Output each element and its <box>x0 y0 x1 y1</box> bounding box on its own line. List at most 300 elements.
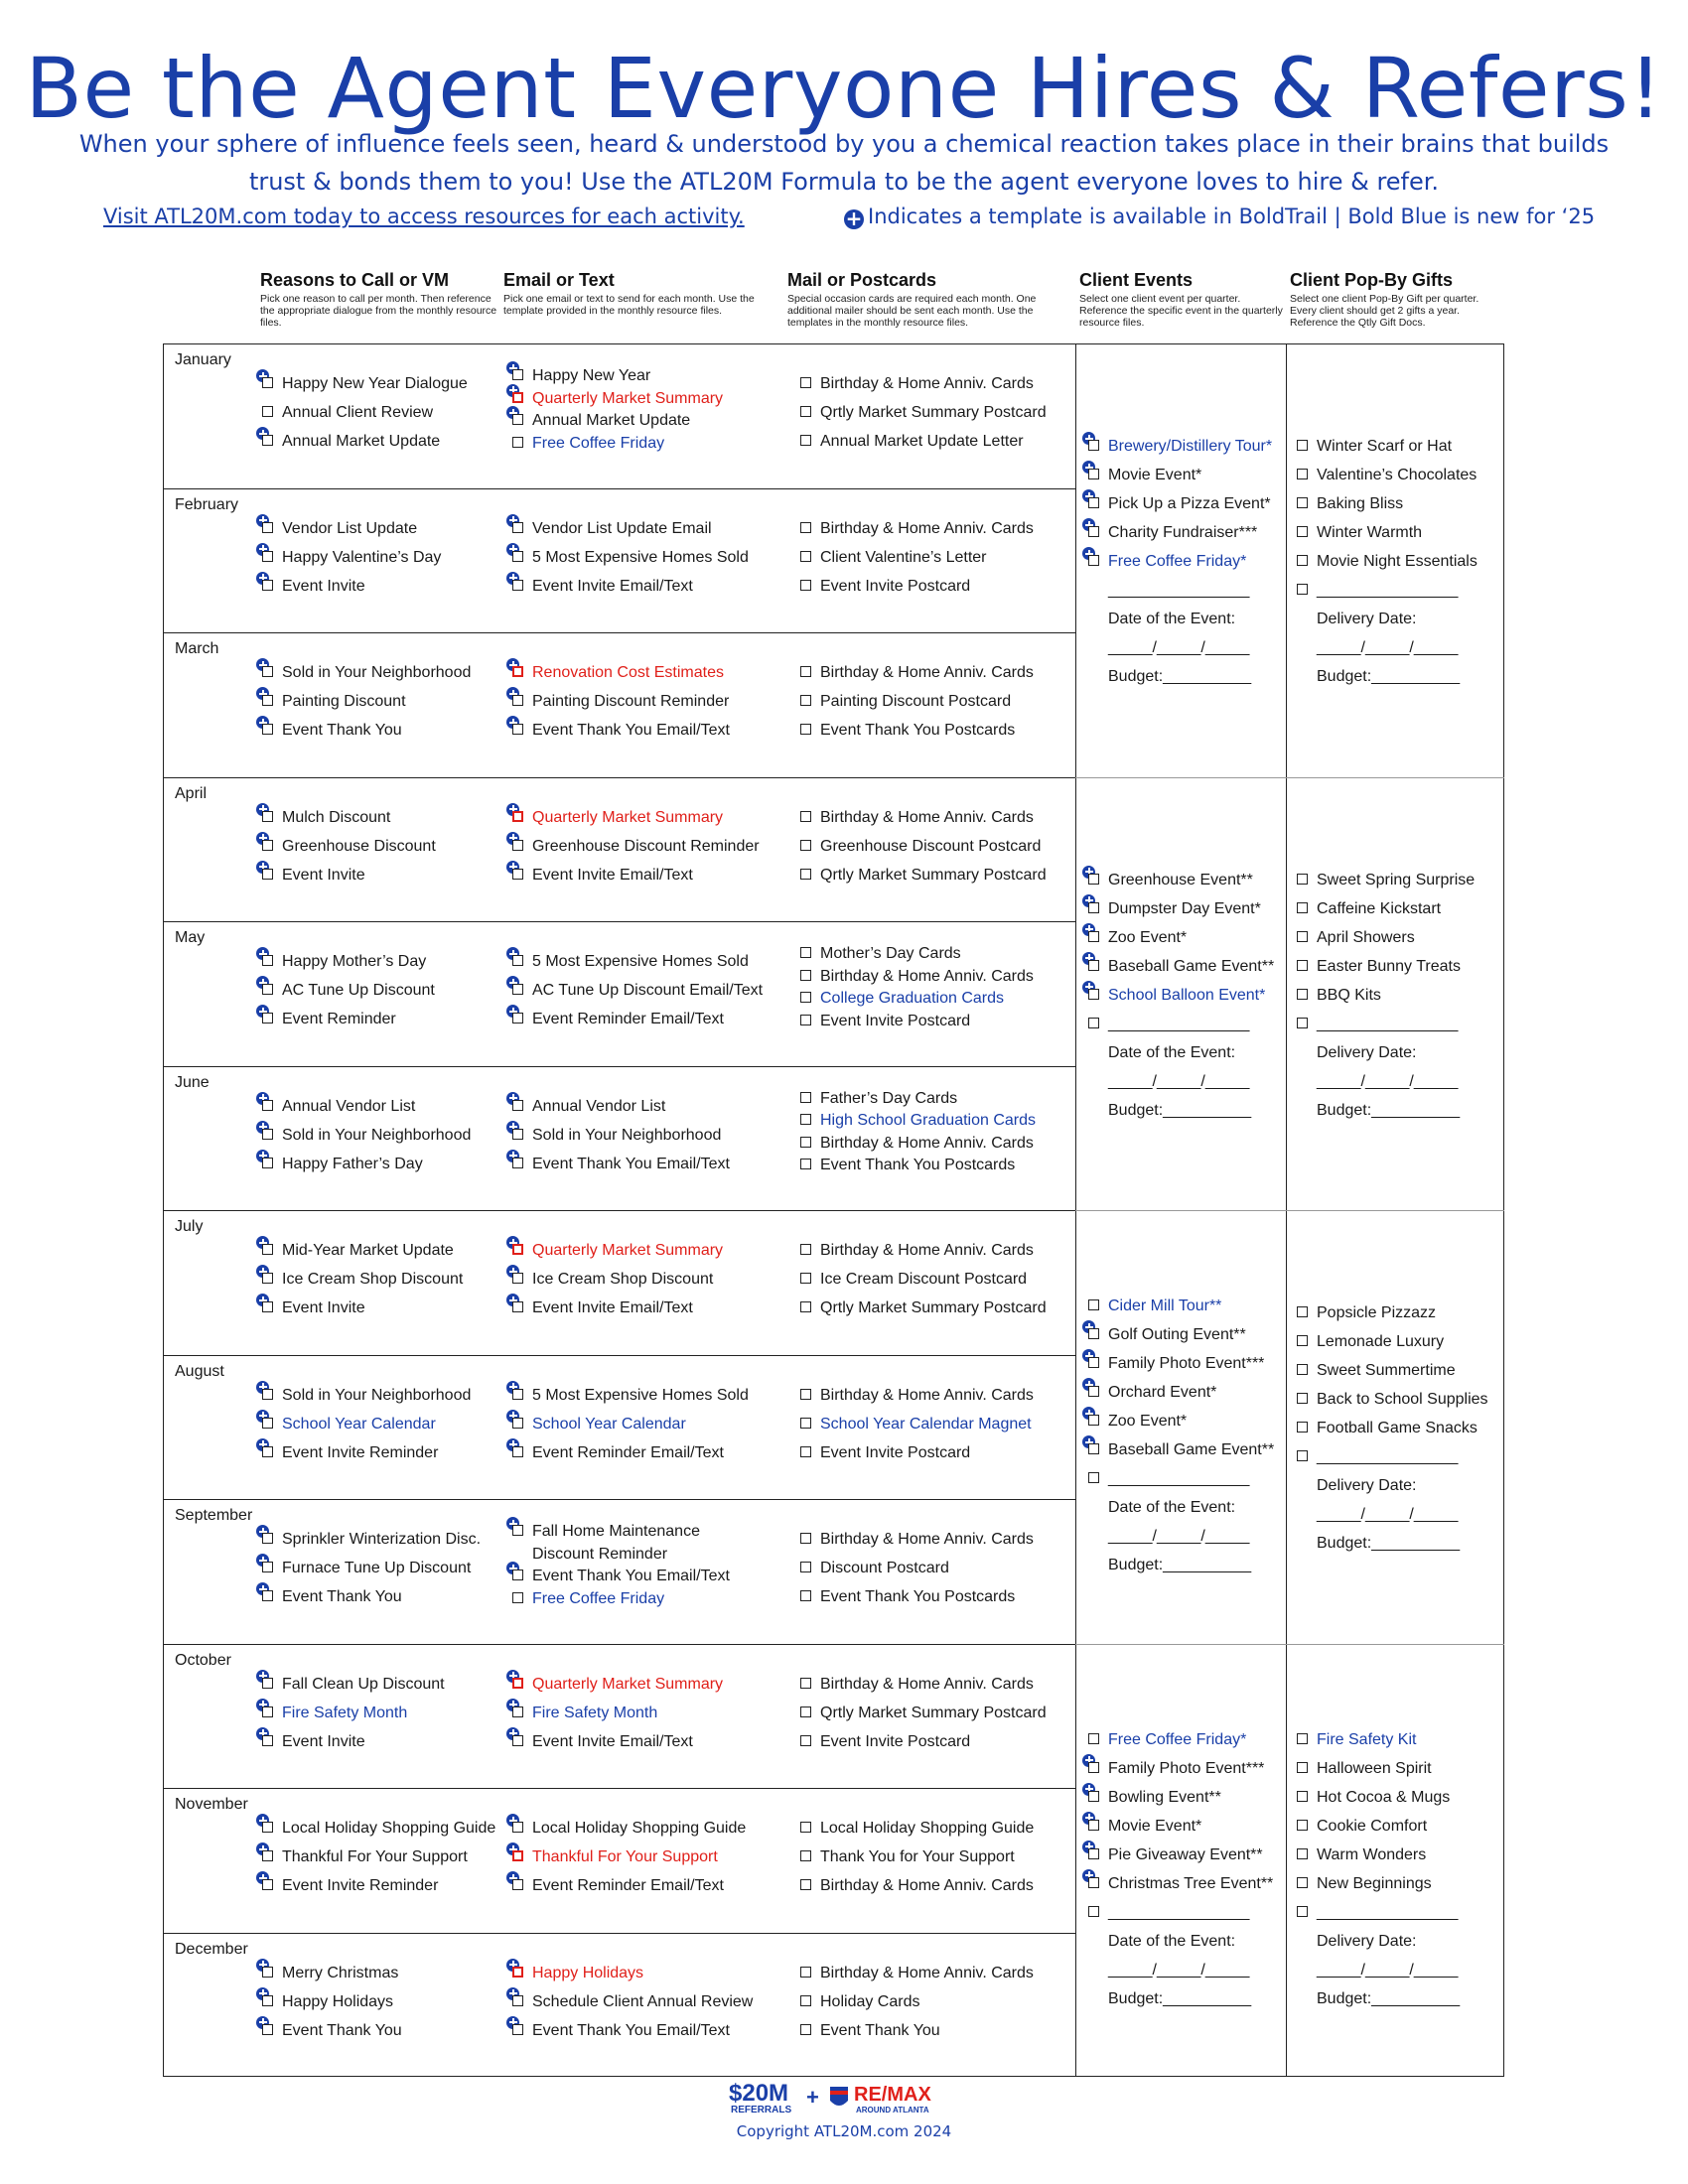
list-item: Local Holiday Shopping Guide <box>532 1820 747 1837</box>
list-item: Event Invite Postcard <box>820 1732 971 1750</box>
checkbox[interactable] <box>1297 1762 1308 1773</box>
checkbox[interactable] <box>800 1879 811 1890</box>
checkbox[interactable] <box>262 666 273 677</box>
checkbox[interactable] <box>1297 555 1308 566</box>
list-item: Local Holiday Shopping Guide <box>820 1820 1035 1837</box>
checkbox[interactable] <box>800 666 811 677</box>
list-item: Greenhouse Discount Reminder <box>532 837 760 855</box>
checkbox[interactable] <box>262 435 273 446</box>
checkbox[interactable] <box>1088 440 1099 451</box>
checkbox[interactable] <box>1297 1422 1308 1433</box>
list-item: Event Invite Email/Text <box>532 1732 693 1750</box>
checkbox[interactable] <box>800 522 811 533</box>
event-date-label: Date of the Event: <box>1108 1499 1236 1516</box>
list-item: Fall Clean Up Discount <box>282 1675 445 1693</box>
list-item: Warm Wonders <box>1317 1845 1427 1863</box>
month-label: February <box>175 495 239 513</box>
copyright: Copyright ATL20M.com 2024 <box>736 2122 952 2140</box>
checkbox[interactable] <box>1088 1791 1099 1802</box>
checkbox[interactable] <box>1297 1733 1308 1744</box>
checkbox[interactable] <box>1088 1472 1099 1483</box>
list-item: Movie Event* <box>1108 467 1202 483</box>
checkbox[interactable] <box>800 1301 811 1312</box>
checkbox[interactable] <box>512 1418 523 1429</box>
list-item: Valentine’s Chocolates <box>1317 467 1477 483</box>
list-item: Zoo Event* <box>1108 1413 1188 1430</box>
checkbox[interactable] <box>262 377 273 388</box>
checkbox[interactable] <box>512 1706 523 1717</box>
list-item: School Year Calendar <box>532 1415 686 1433</box>
checkbox[interactable] <box>800 1850 811 1861</box>
column-title: Client Pop-By Gifts <box>1290 270 1454 290</box>
checkbox[interactable] <box>512 1013 523 1024</box>
checkbox[interactable] <box>1088 1848 1099 1859</box>
checkbox[interactable] <box>800 1244 811 1255</box>
month-label: August <box>175 1362 224 1380</box>
checkbox[interactable] <box>1297 1364 1308 1375</box>
checkbox[interactable] <box>262 840 273 851</box>
list-item: Thankful For Your Support <box>532 1848 718 1865</box>
checkbox[interactable] <box>262 1013 273 1024</box>
checkbox[interactable] <box>1297 1450 1308 1461</box>
checkbox[interactable] <box>800 1159 811 1169</box>
list-item: Event Invite Reminder <box>282 1443 439 1461</box>
list-item: Fire Safety Kit <box>1317 1730 1417 1748</box>
checkbox[interactable] <box>262 1678 273 1689</box>
checkbox[interactable] <box>512 1446 523 1457</box>
checkbox[interactable] <box>262 1389 273 1400</box>
checkbox[interactable] <box>1088 1018 1099 1028</box>
list-item: Birthday & Home Anniv. Cards <box>820 375 1034 392</box>
checkbox[interactable] <box>512 1592 523 1603</box>
list-item: BBQ Kits <box>1317 986 1381 1004</box>
list-item: Client Valentine’s Letter <box>820 548 987 566</box>
checkbox[interactable] <box>512 1879 523 1890</box>
checkbox[interactable] <box>1088 989 1099 1000</box>
checkbox[interactable] <box>1297 1018 1308 1028</box>
checkbox[interactable] <box>1088 1443 1099 1454</box>
list-item: Hot Cocoa & Mugs <box>1317 1788 1451 1806</box>
list-item: Annual Market Update Letter <box>820 433 1024 450</box>
checkbox[interactable] <box>1297 526 1308 537</box>
checkbox[interactable] <box>512 1525 523 1536</box>
list-item: Free Coffee Friday <box>532 434 665 452</box>
checkbox[interactable] <box>800 724 811 735</box>
list-item: Halloween Spirit <box>1317 1759 1432 1777</box>
checkbox[interactable] <box>262 811 273 822</box>
checkbox[interactable] <box>800 1967 811 1978</box>
checkbox[interactable] <box>1088 874 1099 885</box>
list-item: Painting Discount Postcard <box>820 693 1012 710</box>
checkbox[interactable] <box>800 947 811 958</box>
checkbox[interactable] <box>800 1995 811 2006</box>
quarter-divider <box>1075 1210 1504 1211</box>
checkbox[interactable] <box>262 869 273 880</box>
checkbox[interactable] <box>512 1822 523 1833</box>
checkbox[interactable] <box>262 1158 273 1168</box>
checkbox[interactable] <box>512 1301 523 1312</box>
list-item: Ice Cream Discount Postcard <box>820 1271 1028 1288</box>
gift-date-label: Delivery Date: <box>1317 1043 1417 1061</box>
visit-link[interactable]: Visit ATL20M.com today to access resources for each activity. <box>103 205 745 228</box>
checkbox[interactable] <box>262 1995 273 2006</box>
list-item: 5 Most Expensive Homes Sold <box>532 953 749 970</box>
list-item: Quarterly Market Summary <box>532 1242 724 1259</box>
checkbox[interactable] <box>1088 497 1099 508</box>
list-item: Renovation Cost Estimates <box>532 664 724 681</box>
checkbox[interactable] <box>800 1533 811 1544</box>
gift-budget[interactable]: Budget:__________ <box>1317 1535 1461 1552</box>
checkbox[interactable] <box>512 2024 523 2035</box>
list-item: Back to School Supplies <box>1317 1391 1488 1408</box>
list-item: Local Holiday Shopping Guide <box>282 1820 496 1837</box>
checkbox[interactable] <box>1088 1357 1099 1368</box>
list-item: School Balloon Event* <box>1108 986 1266 1004</box>
checkbox[interactable] <box>1297 440 1308 451</box>
checkbox[interactable] <box>512 369 523 380</box>
list-item: Schedule Client Annual Review <box>532 1992 754 2010</box>
checkbox[interactable] <box>1088 1386 1099 1397</box>
month-divider <box>163 1933 1075 1934</box>
checkbox[interactable] <box>262 984 273 995</box>
checkbox[interactable] <box>800 840 811 851</box>
event-budget[interactable]: Budget:__________ <box>1108 1557 1252 1573</box>
checkbox[interactable] <box>800 1822 811 1833</box>
list-item: New Beginnings <box>1317 1874 1432 1892</box>
checkbox[interactable] <box>262 1446 273 1457</box>
checkbox[interactable] <box>512 414 523 425</box>
checkbox[interactable] <box>512 724 523 735</box>
list-item: Quarterly Market Summary <box>532 1675 724 1693</box>
checkbox[interactable] <box>1297 1335 1308 1346</box>
checkbox[interactable] <box>1088 1328 1099 1339</box>
checkbox[interactable] <box>262 580 273 591</box>
checkbox[interactable] <box>1297 584 1308 595</box>
checkbox[interactable] <box>800 1114 811 1125</box>
list-item: Greenhouse Discount <box>282 837 436 855</box>
month-label: January <box>175 351 231 368</box>
event-date-blank[interactable]: _____/_____/_____ <box>1108 1528 1250 1545</box>
checkbox[interactable] <box>512 811 523 822</box>
event-date-label: Date of the Event: <box>1108 1043 1236 1061</box>
checkbox[interactable] <box>1088 931 1099 942</box>
checkbox[interactable] <box>800 1389 811 1400</box>
checkbox[interactable] <box>1088 1877 1099 1888</box>
month-label: May <box>175 929 206 946</box>
checkbox[interactable] <box>800 811 811 822</box>
checkbox[interactable] <box>800 551 811 562</box>
list-item: ________________ <box>1317 1448 1459 1465</box>
gift-budget[interactable]: Budget:__________ <box>1317 1101 1461 1119</box>
checkbox[interactable] <box>1088 1906 1099 1917</box>
checkbox[interactable] <box>512 984 523 995</box>
page-subtitle: When your sphere of influence feels seen, heard & understood by you a chemical reaction takes place in their brains that builds trust & bonds them to you! Use the ATL20M Formula to be the agent everyone loves to hire & refer. <box>78 130 1610 196</box>
list-item: ________________ <box>1108 1015 1250 1032</box>
checkbox[interactable] <box>512 1389 523 1400</box>
column-header-call <box>260 270 498 329</box>
checkbox[interactable] <box>512 1273 523 1284</box>
checkbox[interactable] <box>262 1706 273 1717</box>
column-header-email <box>503 270 762 317</box>
checkbox[interactable] <box>800 992 811 1003</box>
list-item: Birthday & Home Anniv. Cards <box>820 1531 1034 1548</box>
checkbox[interactable] <box>512 1158 523 1168</box>
checkbox[interactable] <box>262 1562 273 1572</box>
list-item: School Year Calendar <box>282 1415 436 1433</box>
list-item: Greenhouse Event** <box>1108 871 1253 888</box>
list-item: Happy New Year Dialogue <box>282 375 468 392</box>
event-date-blank[interactable]: _____/_____/_____ <box>1108 1961 1250 1979</box>
checkbox[interactable] <box>1297 1877 1308 1888</box>
list-item: ________________ <box>1317 1015 1459 1032</box>
gift-date-blank[interactable]: _____/_____/_____ <box>1317 1506 1459 1523</box>
checkbox[interactable] <box>512 551 523 562</box>
checkbox[interactable] <box>800 1562 811 1572</box>
checkbox[interactable] <box>1297 931 1308 942</box>
list-item: Mid-Year Market Update <box>282 1242 454 1259</box>
list-item: Baseball Game Event** <box>1108 957 1275 975</box>
checkbox[interactable] <box>512 580 523 591</box>
gift-date-blank[interactable]: _____/_____/_____ <box>1317 1961 1459 1979</box>
list-item: Father’s Day Cards <box>820 1089 958 1107</box>
list-item: Annual Market Update <box>532 412 691 429</box>
checkbox[interactable] <box>800 2024 811 2035</box>
checkbox[interactable] <box>800 580 811 591</box>
list-item: Quarterly Market Summary <box>532 808 724 826</box>
list-item: 5 Most Expensive Homes Sold <box>532 1386 749 1404</box>
list-item: AC Tune Up Discount <box>282 982 435 999</box>
list-item: ________________ <box>1317 582 1459 599</box>
list-item: Free Coffee Friday <box>532 1589 665 1607</box>
list-item: Event Thank You Email/Text <box>532 1155 730 1172</box>
checkbox[interactable] <box>512 869 523 880</box>
checkbox[interactable] <box>800 1418 811 1429</box>
checkbox[interactable] <box>262 1273 273 1284</box>
list-item: Annual Vendor List <box>282 1097 416 1115</box>
list-item: Thankful For Your Support <box>282 1848 468 1865</box>
checkbox[interactable] <box>1297 960 1308 971</box>
list-item: Birthday & Home Anniv. Cards <box>820 1386 1034 1404</box>
column-description: Pick one email or text to send for each month. Use the template provided in the monthly resource files. <box>503 293 755 317</box>
page-title: Be the Agent Everyone Hires & Refers! <box>25 40 1663 137</box>
quarter-divider <box>1075 777 1504 778</box>
checkbox[interactable] <box>512 392 523 403</box>
checkbox[interactable] <box>800 1446 811 1457</box>
checkbox[interactable] <box>262 1418 273 1429</box>
list-item: Sold in Your Neighborhood <box>282 664 472 681</box>
list-item: Event Thank You Email/Text <box>532 2021 730 2039</box>
checkbox[interactable] <box>1088 1820 1099 1831</box>
column-title: Client Events <box>1079 270 1194 290</box>
checkbox[interactable] <box>262 1735 273 1746</box>
list-item: Sweet Summertime <box>1317 1362 1456 1379</box>
gift-date-label: Delivery Date: <box>1317 1477 1417 1494</box>
list-item: ________________ <box>1108 582 1250 599</box>
checkbox[interactable] <box>262 406 273 417</box>
column-description: Pick one reason to call per month. Then reference the appropriate dialogue from the monthly resource files. <box>260 293 497 329</box>
checkbox[interactable] <box>1088 526 1099 537</box>
checkbox[interactable] <box>512 1678 523 1689</box>
checkbox[interactable] <box>1088 902 1099 913</box>
month-divider <box>163 1788 1075 1789</box>
list-item: Event Thank You Postcards <box>820 1588 1016 1605</box>
brand-20m-sub: REFERRALS <box>731 2105 792 2116</box>
checkbox[interactable] <box>1088 960 1099 971</box>
checkbox[interactable] <box>512 840 523 851</box>
list-item: School Year Calendar Magnet <box>820 1415 1032 1433</box>
checkbox[interactable] <box>262 1129 273 1140</box>
checkbox[interactable] <box>262 695 273 706</box>
list-item: Sold in Your Neighborhood <box>282 1126 472 1144</box>
list-item: Qrtly Market Summary Postcard <box>820 1704 1047 1721</box>
checkbox[interactable] <box>1297 989 1308 1000</box>
checkbox[interactable] <box>512 1129 523 1140</box>
list-item: Brewery/Distillery Tour* <box>1108 438 1273 455</box>
checkbox[interactable] <box>800 435 811 446</box>
checkbox[interactable] <box>1088 469 1099 479</box>
list-item: Winter Warmth <box>1317 524 1423 541</box>
list-item: Caffeine Kickstart <box>1317 899 1442 917</box>
month-divider <box>163 1066 1075 1067</box>
checkbox[interactable] <box>1088 1415 1099 1426</box>
list-item: Event Invite <box>282 577 365 595</box>
checkbox[interactable] <box>800 695 811 706</box>
event-date-label: Date of the Event: <box>1108 611 1236 627</box>
event-date-blank[interactable]: _____/_____/_____ <box>1108 639 1250 656</box>
list-item: Fall Home Maintenance <box>532 1523 700 1540</box>
checkbox[interactable] <box>512 1100 523 1111</box>
quarter-divider <box>1075 1644 1504 1645</box>
checkbox[interactable] <box>262 1244 273 1255</box>
list-item: Cider Mill Tour** <box>1108 1297 1222 1314</box>
checkbox[interactable] <box>800 1092 811 1103</box>
checkbox[interactable] <box>800 1015 811 1025</box>
column-header-events <box>1079 270 1283 329</box>
gift-budget[interactable]: Budget:__________ <box>1317 668 1461 685</box>
checkbox[interactable] <box>800 970 811 981</box>
checkbox[interactable] <box>512 955 523 966</box>
list-item: Bowling Event** <box>1108 1788 1221 1806</box>
balloon-icon <box>830 2087 848 2106</box>
checkbox[interactable] <box>512 1735 523 1746</box>
gift-date-label: Delivery Date: <box>1317 611 1417 627</box>
checkbox[interactable] <box>800 1735 811 1746</box>
checkbox[interactable] <box>262 1822 273 1833</box>
checkbox[interactable] <box>512 1570 523 1580</box>
checkbox[interactable] <box>512 666 523 677</box>
list-item: Lemonade Luxury <box>1317 1333 1445 1350</box>
month-label: June <box>175 1073 210 1091</box>
checkbox[interactable] <box>512 437 523 448</box>
checkbox[interactable] <box>800 406 811 417</box>
event-budget[interactable]: Budget:__________ <box>1108 668 1252 685</box>
list-item: Event Invite <box>282 866 365 884</box>
checkbox[interactable] <box>1297 1848 1308 1859</box>
checkbox[interactable] <box>512 522 523 533</box>
legend-text: Indicates a template is available in BoldTrail | Bold Blue is new for ‘25 <box>868 205 1596 228</box>
list-item: Event Reminder Email/Text <box>532 1011 724 1027</box>
checkbox[interactable] <box>1088 1762 1099 1773</box>
checkbox[interactable] <box>262 1879 273 1890</box>
gift-date-blank[interactable]: _____/_____/_____ <box>1317 1072 1459 1090</box>
checkbox[interactable] <box>262 522 273 533</box>
checkbox[interactable] <box>512 695 523 706</box>
list-item: ________________ <box>1108 1470 1250 1487</box>
checkbox[interactable] <box>800 1137 811 1148</box>
checkbox[interactable] <box>1297 1791 1308 1802</box>
month-divider <box>163 1210 1075 1211</box>
month-divider <box>163 632 1075 633</box>
list-item: Merry Christmas <box>282 1964 399 1981</box>
checkbox[interactable] <box>512 1850 523 1861</box>
checkbox[interactable] <box>1297 1820 1308 1831</box>
checkbox[interactable] <box>262 1967 273 1978</box>
list-item: Event Invite Reminder <box>282 1877 439 1894</box>
checkbox[interactable] <box>800 1273 811 1284</box>
checkbox[interactable] <box>1297 874 1308 885</box>
gift-date-blank[interactable]: _____/_____/_____ <box>1317 639 1459 656</box>
checkbox[interactable] <box>512 1995 523 2006</box>
checkbox[interactable] <box>800 377 811 388</box>
list-item: Winter Scarf or Hat <box>1317 438 1453 455</box>
checkbox[interactable] <box>262 1533 273 1544</box>
checkbox[interactable] <box>1297 902 1308 913</box>
checkbox[interactable] <box>1297 1306 1308 1317</box>
checkbox[interactable] <box>800 869 811 880</box>
list-item: Painting Discount Reminder <box>532 693 730 710</box>
list-item: Qrtly Market Summary Postcard <box>820 404 1047 421</box>
checkbox[interactable] <box>1297 1393 1308 1404</box>
plus-circle-icon: + <box>845 206 863 230</box>
checkbox[interactable] <box>262 551 273 562</box>
event-budget[interactable]: Budget:__________ <box>1108 1989 1252 2007</box>
checkbox[interactable] <box>1088 1733 1099 1744</box>
checkbox[interactable] <box>262 1301 273 1312</box>
checkbox[interactable] <box>1297 497 1308 508</box>
event-date-blank[interactable]: _____/_____/_____ <box>1108 1072 1250 1090</box>
checkbox[interactable] <box>512 1967 523 1978</box>
checkbox[interactable] <box>1088 555 1099 566</box>
list-item: Event Invite Email/Text <box>532 1299 693 1316</box>
checkbox[interactable] <box>262 955 273 966</box>
checkbox[interactable] <box>1088 1299 1099 1310</box>
checkbox[interactable] <box>800 1678 811 1689</box>
month-label: April <box>175 784 208 802</box>
checkbox[interactable] <box>1297 1906 1308 1917</box>
checkbox[interactable] <box>262 1850 273 1861</box>
gift-budget[interactable]: Budget:__________ <box>1317 1989 1461 2007</box>
list-item: AC Tune Up Discount Email/Text <box>532 982 764 999</box>
list-item: Orchard Event* <box>1108 1384 1217 1401</box>
list-item: Birthday & Home Anniv. Cards <box>820 1242 1034 1259</box>
list-item: Happy Mother’s Day <box>282 953 427 970</box>
checkbox[interactable] <box>262 1100 273 1111</box>
list-item: Event Invite <box>282 1299 365 1316</box>
checkbox[interactable] <box>800 1590 811 1601</box>
month-divider <box>163 1355 1075 1356</box>
list-item: Sold in Your Neighborhood <box>282 1386 472 1404</box>
checkbox[interactable] <box>512 1244 523 1255</box>
list-item: Vendor List Update Email <box>532 519 712 537</box>
list-item: Event Thank You Postcards <box>820 722 1016 739</box>
checkbox[interactable] <box>1297 469 1308 479</box>
checkbox[interactable] <box>262 1590 273 1601</box>
event-budget[interactable]: Budget:__________ <box>1108 1101 1252 1119</box>
checkbox[interactable] <box>800 1706 811 1717</box>
checkbox[interactable] <box>262 2024 273 2035</box>
list-item: Golf Outing Event** <box>1108 1326 1246 1343</box>
checkbox[interactable] <box>262 724 273 735</box>
